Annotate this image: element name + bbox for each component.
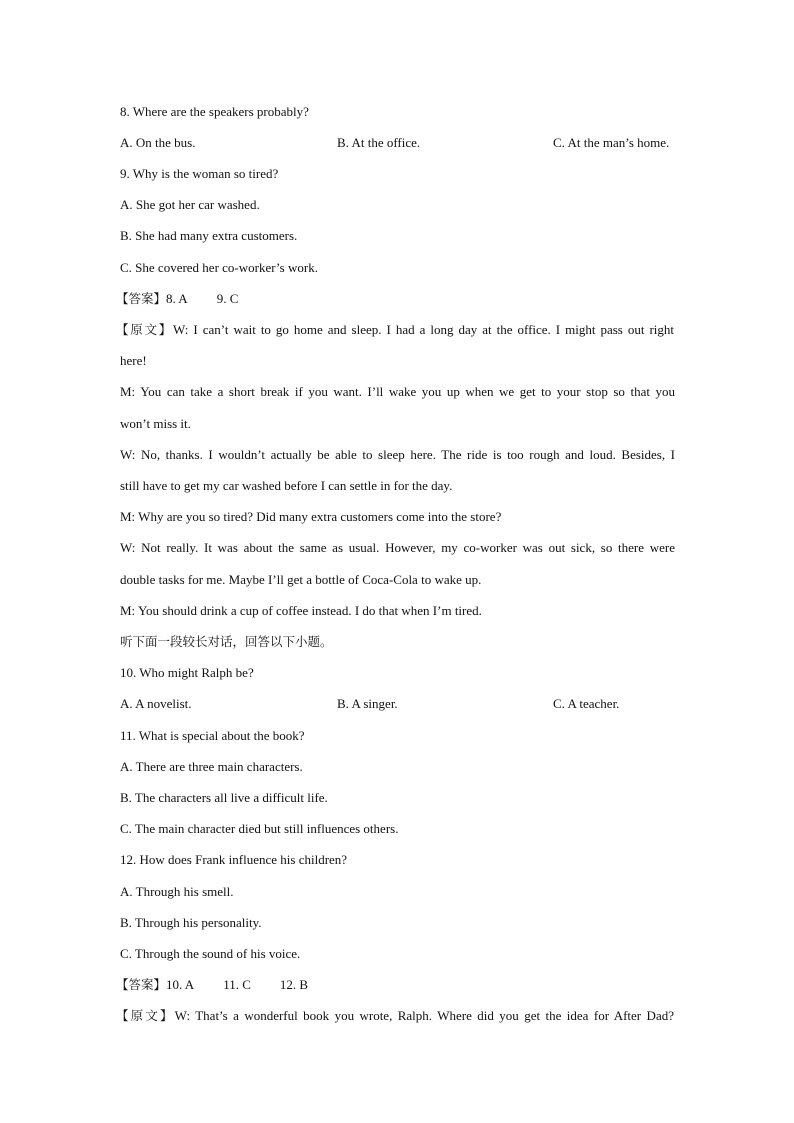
answer-block-1 [116, 291, 674, 307]
option-10a: A. A novelist. [120, 696, 192, 711]
transcript-line: M: You should drink a cup of coffee instead. I do that when I’m tired. [120, 603, 482, 618]
transcript-text: W: I can’t wait to go home and sleep. I had a long day at the office. I might pass out right [172, 322, 674, 337]
option-12c: C. Through the sound of his voice. [120, 946, 301, 961]
transcript-label: 【原文】 [116, 322, 173, 337]
transcript-line: W: No, thanks. I wouldn’t actually be able to sleep here. The ride is too rough and loud. Besides, I [120, 447, 675, 462]
question-8-options [120, 135, 680, 151]
answer-label: 【答案】 [116, 291, 167, 306]
transcript-line [116, 322, 674, 338]
option-10c: C. A teacher. [553, 696, 620, 711]
answer-value: 9. C [216, 291, 239, 306]
answer-block-2 [116, 977, 674, 993]
question-11: 11. What is special about the book? [120, 728, 305, 743]
transcript-line: double tasks for me. Maybe I’ll get a bottle of Coca-Cola to wake up. [120, 572, 482, 587]
transcript-line: won’t miss it. [120, 416, 191, 431]
transcript-line: W: Not really. It was about the same as usual. However, my co-worker was out sick, so there were [120, 540, 675, 555]
answer-value: 11. C [223, 977, 251, 992]
transcript-text: W: That’s a wonderful book you wrote, Ralph. Where did you get the idea for After Dad? [174, 1008, 674, 1023]
option-11b: B. The characters all live a difficult life. [120, 790, 328, 805]
option-12a: A. Through his smell. [120, 884, 234, 899]
transcript-line [116, 1008, 674, 1024]
transcript-line: still have to get my car washed before I can settle in for the day. [120, 478, 453, 493]
answer-value: 12. B [279, 977, 309, 992]
question-8: 8. Where are the speakers probably? [120, 104, 309, 119]
question-10: 10. Who might Ralph be? [120, 665, 254, 680]
option-9a: A. She got her car washed. [120, 197, 260, 212]
option-12b: B. Through his personality. [120, 915, 262, 930]
option-11a: A. There are three main characters. [120, 759, 303, 774]
transcript-label: 【原文】 [116, 1008, 175, 1023]
option-9b: B. She had many extra customers. [120, 228, 298, 243]
question-10-options [120, 696, 680, 712]
answer-label: 【答案】 [116, 977, 167, 992]
transcript-line: here! [120, 353, 147, 368]
transcript-line: M: You can take a short break if you want. I’ll wake you up when we get to your stop so that you [120, 384, 675, 399]
answer-value: 10. A [166, 977, 195, 992]
question-9: 9. Why is the woman so tired? [120, 166, 279, 181]
option-8b: B. At the office. [337, 135, 421, 150]
option-9c: C. She covered her co-worker’s work. [120, 260, 318, 275]
option-10b: B. A singer. [337, 696, 398, 711]
option-11c: C. The main character died but still influences others. [120, 821, 399, 836]
transcript-line: M: Why are you so tired? Did many extra customers come into the store? [120, 509, 502, 524]
option-8a: A. On the bus. [120, 135, 196, 150]
answer-value: 8. A [166, 291, 188, 306]
option-8c: C. At the man’s home. [553, 135, 670, 150]
question-12: 12. How does Frank influence his children? [120, 852, 348, 867]
section-instruction: 听下面一段较长对话，回答以下小题。 [120, 634, 333, 649]
